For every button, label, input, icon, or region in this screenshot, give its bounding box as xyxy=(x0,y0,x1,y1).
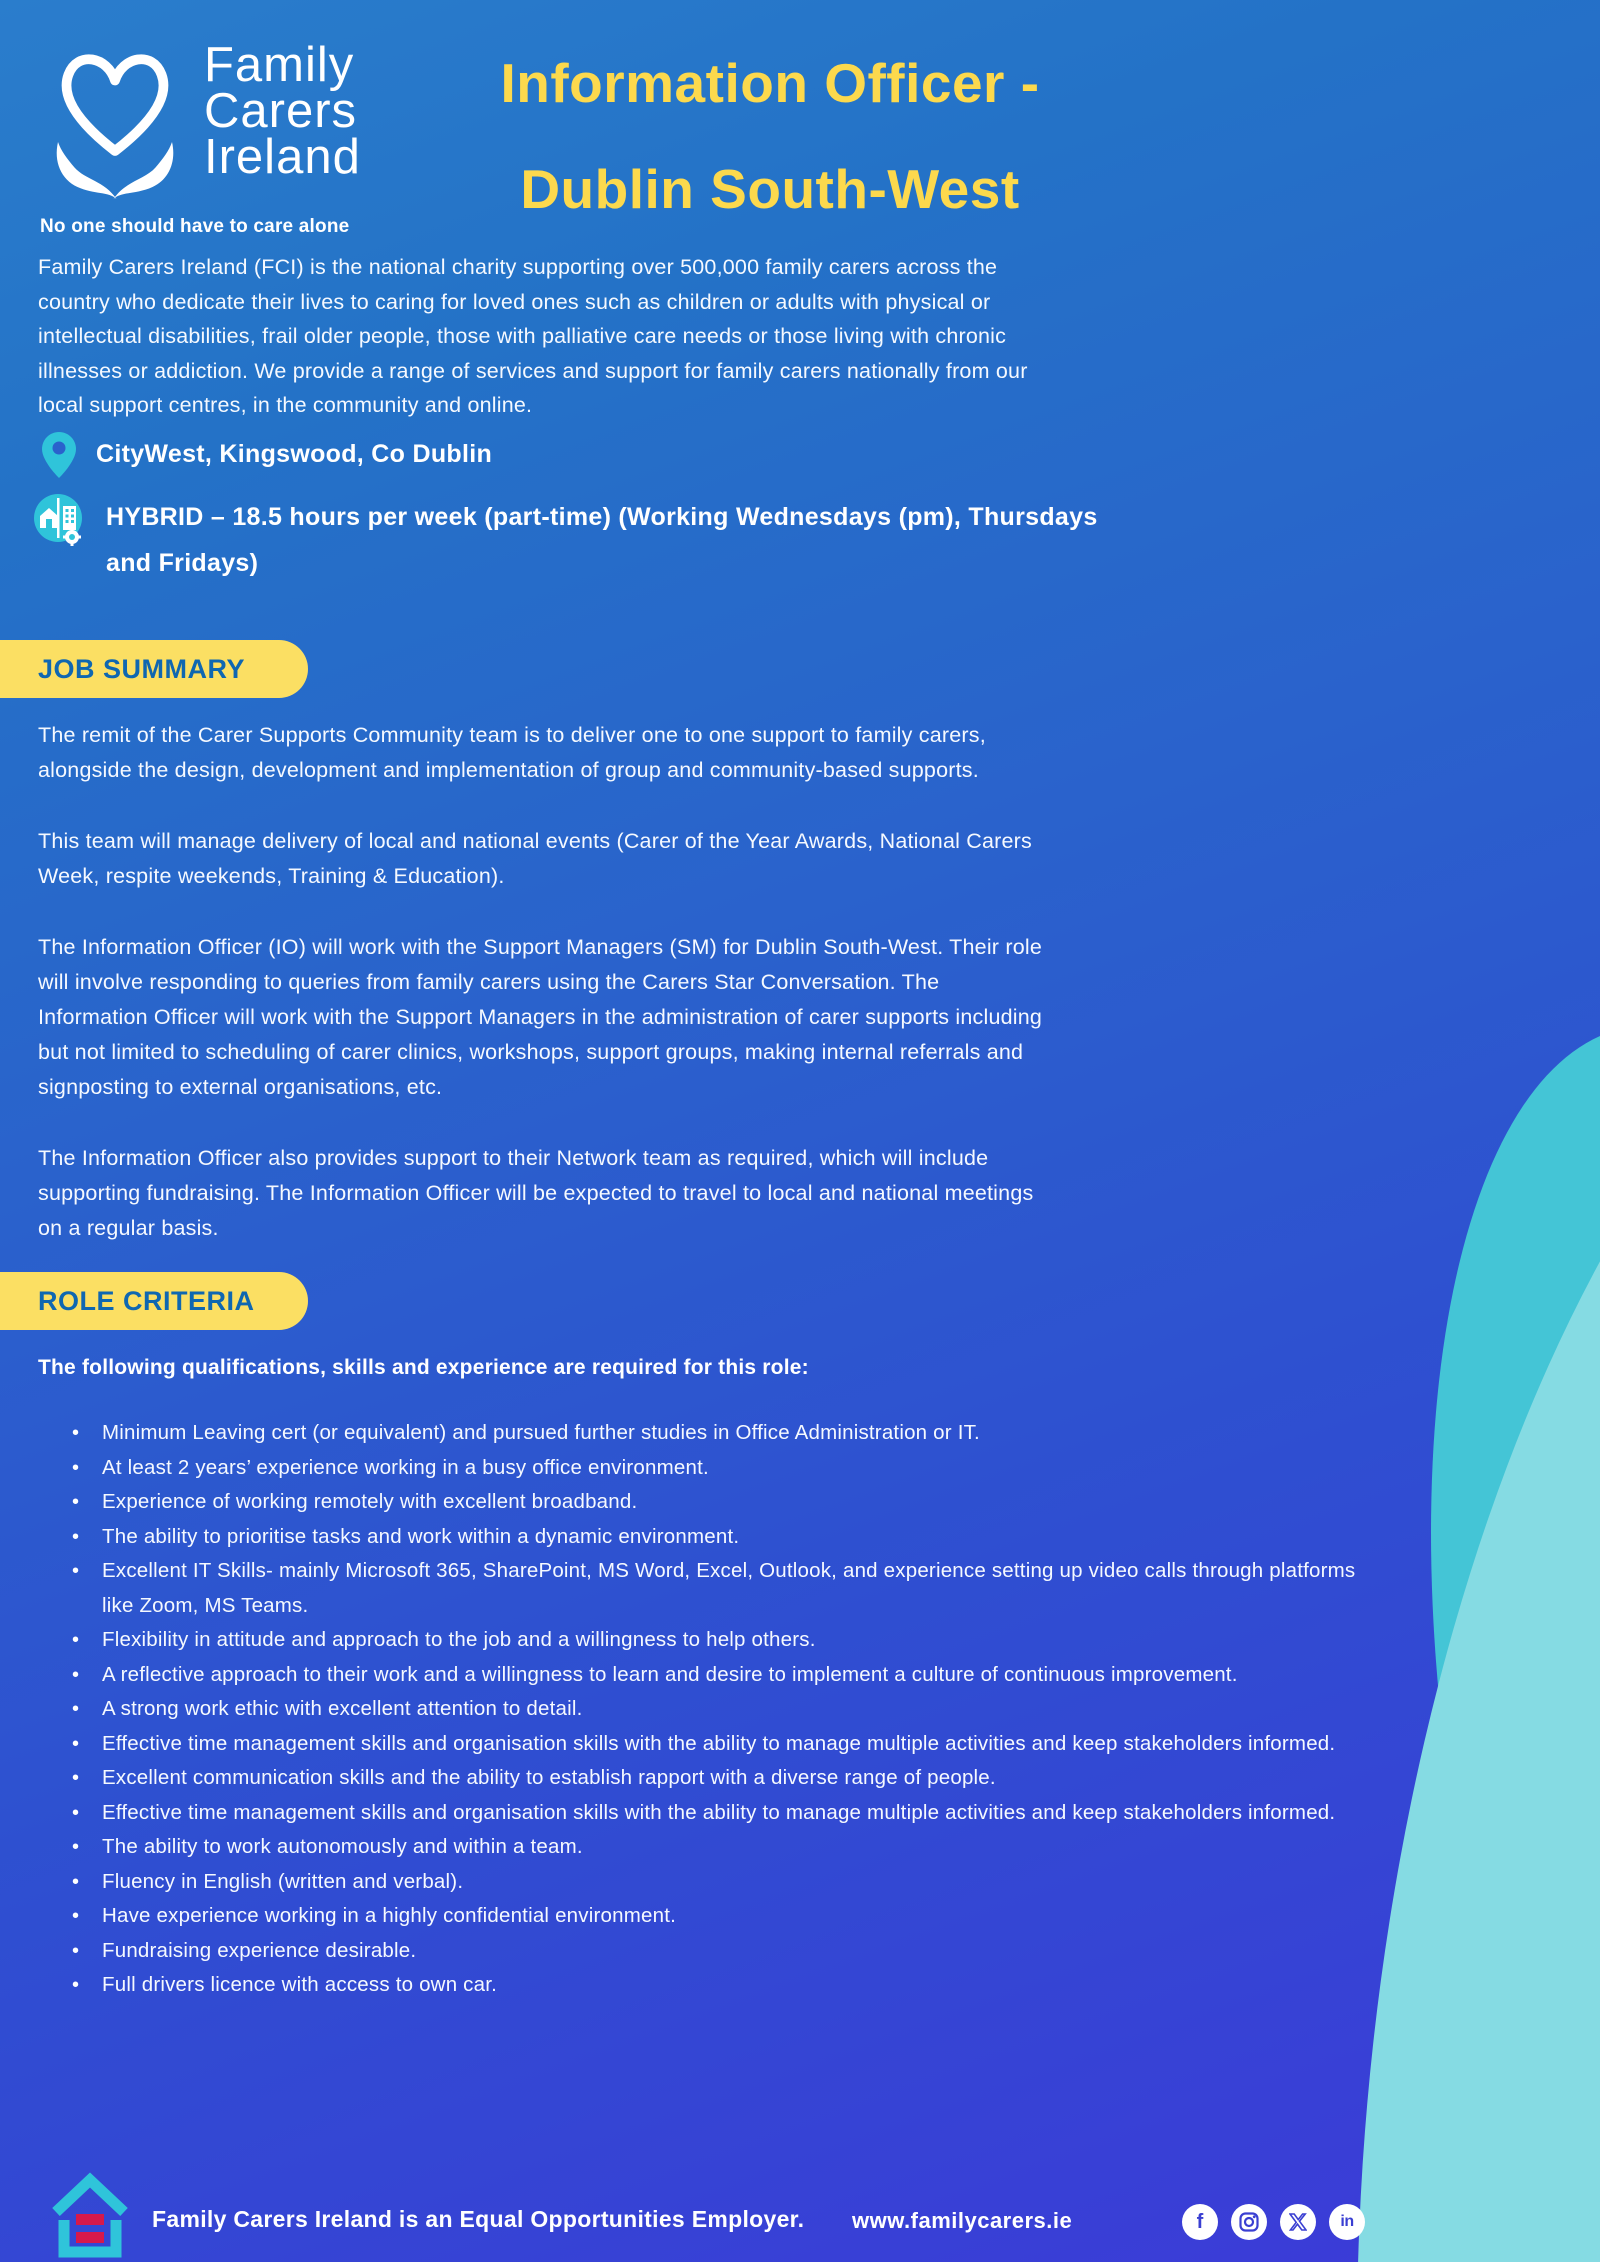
role-criteria-item: • The ability to prioritise tasks and work within a dynamic environment. xyxy=(38,1520,1390,1555)
job-summary-paragraph: The remit of the Carer Supports Community team is to deliver one to one support to family carers, alongside the design, development and implementation of group and community-based supports. xyxy=(38,723,986,782)
role-criteria-item: • Fundraising experience desirable. xyxy=(38,1934,1390,1969)
role-criteria-item: • Flexibility in attitude and approach to the job and a willingness to help others. xyxy=(38,1623,1390,1658)
job-summary-paragraph: The Information Officer also provides support to their Network team as required, which will include supporting fundraising. The Information Officer will be expected to travel to local and national meetings on a regular basis. xyxy=(38,1146,1034,1240)
role-criteria-heading: ROLE CRITERIA xyxy=(0,1272,308,1330)
job-summary-paragraph: This team will manage delivery of local and national events (Carer of the Year Awards, National Carers Week, respite weekends, Training & Education). xyxy=(38,829,1032,888)
x-twitter-icon[interactable] xyxy=(1280,2204,1316,2240)
role-criteria-item: • The ability to work autonomously and within a team. xyxy=(38,1830,1390,1865)
website-link[interactable]: www.familycarers.ie xyxy=(852,2208,1073,2233)
role-criteria-item: • Fluency in English (written and verbal). xyxy=(38,1865,1390,1900)
role-criteria-list xyxy=(38,1416,1390,2003)
schedule-text: HYBRID – 18.5 hours per week (part-time) (Working Wednesdays (pm), Thursdays and Fridays) xyxy=(106,503,1098,577)
schedule-row xyxy=(34,492,1114,586)
role-criteria-item: • Full drivers licence with access to own car. xyxy=(38,1968,1390,2003)
role-criteria-item: • At least 2 years’ experience working in a busy office environment. xyxy=(38,1451,1390,1486)
location-text: CityWest, Kingswood, Co Dublin xyxy=(96,440,493,468)
map-pin-icon xyxy=(42,432,76,478)
heart-in-hands-icon xyxy=(40,36,190,212)
role-criteria-item: • Effective time management skills and organisation skills with the ability to manage multiple activities and keep stakeholders informed. xyxy=(38,1796,1390,1831)
role-criteria-item: • Have experience working in a highly confidential environment. xyxy=(38,1899,1390,1934)
job-summary-paragraph: The Information Officer (IO) will work with the Support Managers (SM) for Dublin South-West. Their role will involve responding to queries from family carers using the Carers Star Conversation. The Information Officer will work with the Support Managers in the administration of carer supports including but not limited to scheduling of carer clinics, workshops, support groups, making internal referrals and signposting to external organisations, etc. xyxy=(38,935,1043,1099)
role-criteria-item: • A strong work ethic with excellent attention to detail. xyxy=(38,1692,1390,1727)
job-summary-paragraphs xyxy=(38,718,1050,1282)
linkedin-icon[interactable]: in xyxy=(1329,2204,1365,2240)
hybrid-work-icon xyxy=(34,492,86,548)
facebook-icon[interactable]: f xyxy=(1182,2204,1218,2240)
role-criteria-item: • Experience of working remotely with excellent broadband. xyxy=(38,1485,1390,1520)
intro-paragraph: Family Carers Ireland (FCI) is the national charity supporting over 500,000 family carers across the country who dedicate their lives to caring for loved ones such as children or adults with physical or intellectual disabilities, frail older people, those with palliative care needs or those living with chronic illnesses or addiction. We provide a range of services and support for family carers nationally from our local support centres, in the community and online. xyxy=(38,255,1028,417)
social-icons xyxy=(1182,2204,1365,2240)
role-criteria-item: • A reflective approach to their work and a willingness to learn and desire to implement a culture of continuous improvement. xyxy=(38,1658,1390,1693)
logo-name: Family Carers Ireland xyxy=(204,38,361,185)
role-criteria-item: • Effective time management skills and organisation skills with the ability to manage multiple activities and keep stakeholders informed. xyxy=(38,1727,1390,1762)
job-summary-heading: JOB SUMMARY xyxy=(0,640,308,698)
logo-tagline: No one should have to care alone xyxy=(40,216,350,237)
instagram-icon[interactable] xyxy=(1231,2204,1267,2240)
role-criteria-item: • Excellent communication skills and the ability to establish rapport with a diverse range of people. xyxy=(38,1761,1390,1796)
role-criteria-intro: The following qualifications, skills and experience are required for this role: xyxy=(38,1356,809,1379)
equal-opportunities-text: Family Carers Ireland is an Equal Opportunities Employer. xyxy=(152,2206,805,2232)
page-title: Information Officer - Dublin South-West xyxy=(500,52,1040,220)
role-criteria-item: • Excellent IT Skills- mainly Microsoft 365, SharePoint, MS Word, Excel, Outlook, and experience setting up video calls through platforms like Zoom, MS Teams. xyxy=(38,1554,1390,1623)
logo xyxy=(40,36,361,238)
location-row xyxy=(42,432,492,478)
role-criteria-item: • Minimum Leaving cert (or equivalent) and pursued further studies in Office Administration or IT. xyxy=(38,1416,1390,1451)
equality-house-icon xyxy=(42,2172,138,2258)
